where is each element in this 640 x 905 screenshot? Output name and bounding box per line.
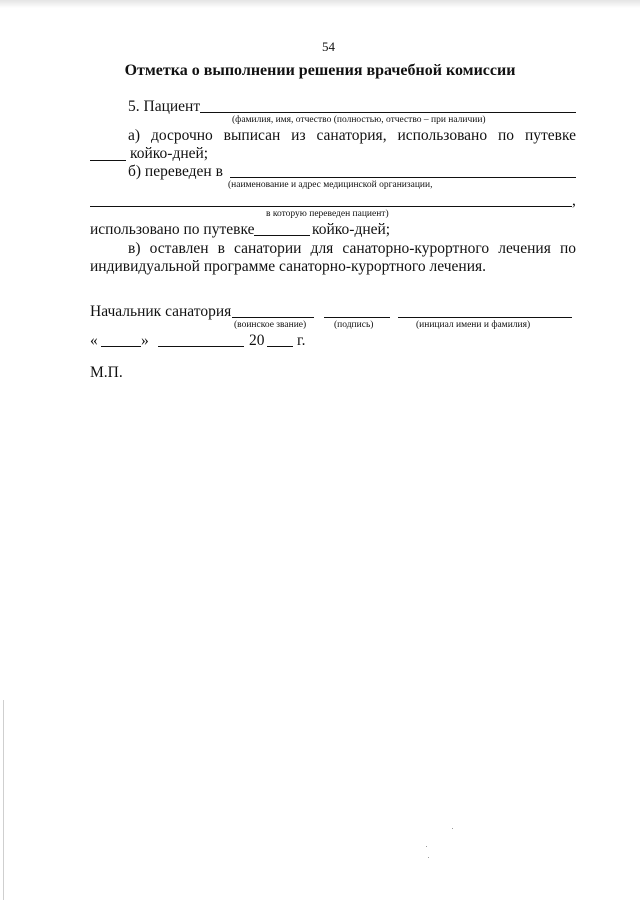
scan-shadow xyxy=(0,0,640,8)
date-year-prefix: 20 xyxy=(249,332,265,349)
date-close-quote: » xyxy=(141,332,149,349)
stamp-label: М.П. xyxy=(90,364,123,381)
chief-label: Начальник санатория xyxy=(90,303,232,320)
item-b-org-line2 xyxy=(90,206,572,207)
scan-speck xyxy=(426,846,427,847)
date-open-quote: « xyxy=(90,332,98,349)
signature-hint: (подпись) xyxy=(334,320,374,330)
item-b-label: б) переведен в xyxy=(128,163,223,180)
patient-label: 5. Пациент xyxy=(128,98,201,115)
date-year-line xyxy=(267,346,293,347)
used-prefix: использовано по путевке xyxy=(90,221,255,238)
item-b-hint2: в которую переведен пациент) xyxy=(266,209,389,219)
item-a-days-label: койко-дней; xyxy=(130,145,209,162)
item-b-hint: (наименование и адрес медицинской организации, xyxy=(228,180,433,190)
used-suffix: койко-дней; xyxy=(312,221,391,238)
date-month-line xyxy=(158,346,244,347)
scan-speck xyxy=(452,828,453,829)
used-days-line xyxy=(254,235,310,236)
item-v-line2: индивидуальной программе санаторно-курортного лечения. xyxy=(90,258,487,275)
name-line xyxy=(398,317,572,318)
page-number: 54 xyxy=(322,39,335,54)
item-b-comma: , xyxy=(572,192,576,209)
signature-line xyxy=(324,317,390,318)
page-title: Отметка о выполнении решения врачебной комиссии xyxy=(124,62,516,79)
item-a-line1: а) досрочно выписан из санатория, использовано по путевке xyxy=(128,127,576,144)
scan-edge xyxy=(3,700,4,900)
patient-hint: (фамилия, имя, отчество (полностью, отчество – при наличии) xyxy=(232,115,486,125)
scan-speck xyxy=(428,857,429,858)
rank-hint: (воинское звание) xyxy=(234,320,307,330)
item-b-org-line xyxy=(230,177,576,178)
item-v-line1: в) оставлен в санатории для санаторно-курортного лечения по xyxy=(128,240,576,257)
rank-line xyxy=(232,317,314,318)
date-year-suffix: г. xyxy=(297,332,306,349)
patient-line xyxy=(200,112,576,113)
date-day-line xyxy=(101,346,141,347)
name-hint: (инициал имени и фамилия) xyxy=(416,320,531,330)
item-a-days-line xyxy=(90,160,126,161)
